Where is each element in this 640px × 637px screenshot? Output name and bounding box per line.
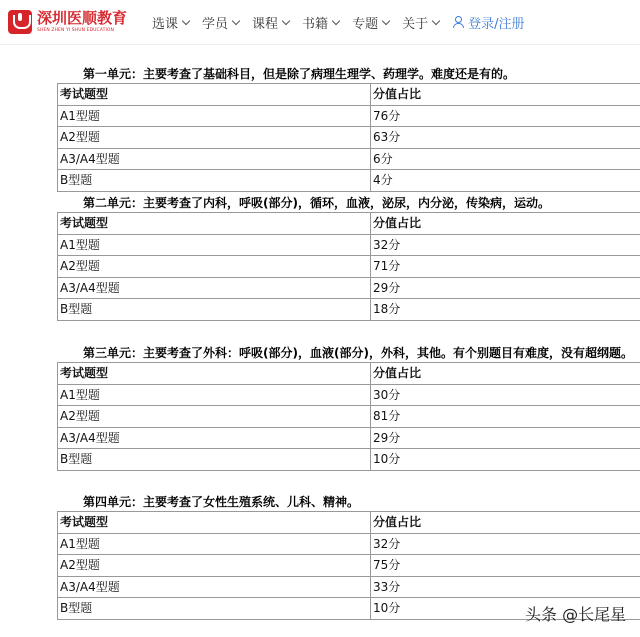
score-cell: 30分 <box>371 384 640 406</box>
score-cell: 63分 <box>371 127 640 149</box>
score-cell: 4分 <box>371 170 640 192</box>
nav-item-topics[interactable] <box>352 13 389 32</box>
logo-english-name: SHEN ZHEN YI SHUN EDUCATION <box>37 27 114 33</box>
question-type-cell: B型题 <box>58 598 371 620</box>
table-header-row <box>58 363 640 385</box>
column-header-score-share: 分值占比 <box>371 363 640 385</box>
nav-item-about[interactable] <box>402 13 439 32</box>
column-header-score-share: 分值占比 <box>371 512 640 534</box>
score-cell: 75分 <box>371 555 640 577</box>
logo-chinese-name: 深圳医顺教育 <box>37 8 128 27</box>
score-cell: 71分 <box>371 256 640 278</box>
score-cell: 33分 <box>371 576 640 598</box>
table-row <box>58 384 640 406</box>
nav-label: 选课 <box>152 16 179 32</box>
site-header <box>0 0 640 45</box>
question-type-cell: A3/A4型题 <box>58 148 371 170</box>
question-type-cell: A1型题 <box>58 533 371 555</box>
table-row <box>58 256 640 278</box>
main-nav <box>152 0 524 44</box>
table-row <box>58 555 640 577</box>
nav-item-students[interactable] <box>202 13 239 32</box>
question-type-cell: A1型题 <box>58 105 371 127</box>
column-header-score-share: 分值占比 <box>371 84 640 106</box>
question-type-cell: B型题 <box>58 449 371 471</box>
score-cell: 18分 <box>371 299 640 321</box>
column-header-question-type: 考试题型 <box>58 512 371 534</box>
score-cell: 6分 <box>371 148 640 170</box>
table-header-row <box>58 84 640 106</box>
score-cell: 10分 <box>371 598 640 620</box>
chevron-down-icon <box>382 16 390 24</box>
score-cell: 10分 <box>371 449 640 471</box>
table-row <box>58 406 640 428</box>
nav-label: 专题 <box>352 16 379 32</box>
table-row <box>58 427 640 449</box>
column-header-question-type: 考试题型 <box>58 363 371 385</box>
score-cell: 32分 <box>371 234 640 256</box>
table-row <box>58 533 640 555</box>
table-row <box>58 148 640 170</box>
unit-2-score-table <box>57 212 640 321</box>
question-type-cell: A3/A4型题 <box>58 427 371 449</box>
column-header-question-type: 考试题型 <box>58 84 371 106</box>
nav-label: 学员 <box>202 16 229 32</box>
table-header-row <box>58 512 640 534</box>
table-row <box>58 234 640 256</box>
question-type-cell: B型题 <box>58 170 371 192</box>
table-row <box>58 576 640 598</box>
table-row <box>58 127 640 149</box>
question-type-cell: A2型题 <box>58 406 371 428</box>
nav-label: 关于 <box>402 16 429 32</box>
nav-item-books[interactable] <box>302 13 339 32</box>
chevron-down-icon <box>432 16 440 24</box>
question-type-cell: A2型题 <box>58 256 371 278</box>
score-cell: 29分 <box>371 277 640 299</box>
nav-label: 课程 <box>252 16 279 32</box>
unit-3-score-table <box>57 362 640 471</box>
question-type-cell: A3/A4型题 <box>58 277 371 299</box>
unit-1-title: 第一单元：主要考查了基础科目，但是除了病理生理学、药理学。难度还是有的。 <box>83 67 516 81</box>
nav-item-courses[interactable] <box>252 13 289 32</box>
table-row <box>58 170 640 192</box>
source-watermark: 头条 @长尾星 <box>525 605 627 624</box>
score-cell: 76分 <box>371 105 640 127</box>
logo-text <box>37 8 128 34</box>
table-row <box>58 299 640 321</box>
login-register-link[interactable] <box>452 13 524 32</box>
column-header-question-type: 考试题型 <box>58 213 371 235</box>
chevron-down-icon <box>182 16 190 24</box>
question-type-cell: A2型题 <box>58 555 371 577</box>
unit-2-title: 第二单元：主要考查了内科，呼吸(部分)，循环，血液，泌尿，内分泌，传染病，运动。 <box>83 196 550 210</box>
user-icon <box>452 16 464 28</box>
nav-label: 书籍 <box>302 16 329 32</box>
site-logo[interactable] <box>8 8 127 36</box>
table-row <box>58 277 640 299</box>
unit-1-score-table <box>57 83 640 192</box>
table-row <box>58 449 640 471</box>
logo-icon <box>8 10 32 34</box>
login-label: 登录/注册 <box>468 16 525 32</box>
question-type-cell: A2型题 <box>58 127 371 149</box>
table-row <box>58 105 640 127</box>
nav-item-courses-select[interactable] <box>152 13 189 32</box>
question-type-cell: B型题 <box>58 299 371 321</box>
score-cell: 81分 <box>371 406 640 428</box>
chevron-down-icon <box>332 16 340 24</box>
unit-4-title: 第四单元：主要考查了女性生殖系统、儿科、精神。 <box>83 495 360 509</box>
score-cell: 29分 <box>371 427 640 449</box>
table-header-row <box>58 213 640 235</box>
unit-3-title: 第三单元：主要考查了外科：呼吸(部分)，血液(部分)，外科，其他。有个别题目有难度，没有超纲题。 <box>83 346 633 360</box>
chevron-down-icon <box>282 16 290 24</box>
chevron-down-icon <box>232 16 240 24</box>
question-type-cell: A1型题 <box>58 234 371 256</box>
question-type-cell: A1型题 <box>58 384 371 406</box>
question-type-cell: A3/A4型题 <box>58 576 371 598</box>
column-header-score-share: 分值占比 <box>371 213 640 235</box>
score-cell: 32分 <box>371 533 640 555</box>
